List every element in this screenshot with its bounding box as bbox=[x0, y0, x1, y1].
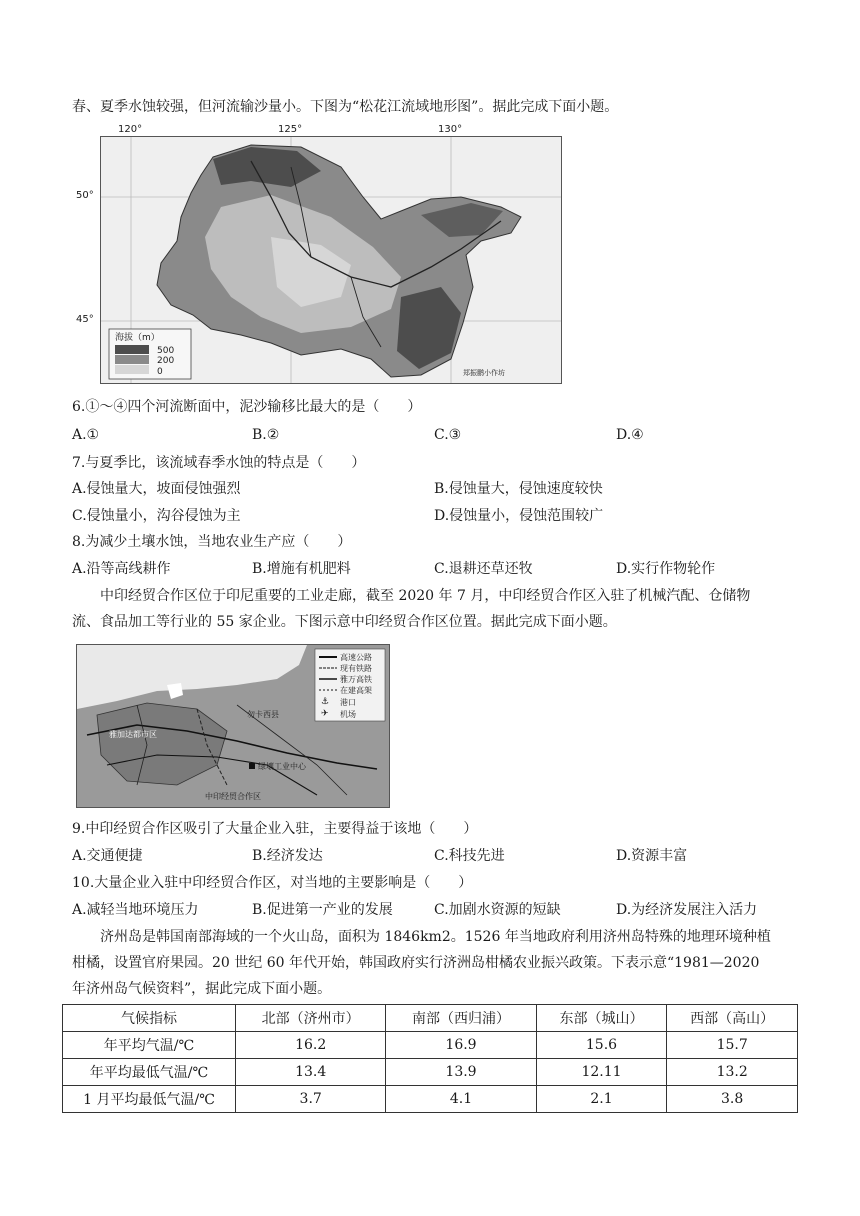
intro-text-line: 春、夏季水蚀较强，但河流输沙量小。下图为“松花江流域地形图”。据此完成下面小题。 bbox=[72, 99, 619, 115]
table-cell: 年平均最低气温/℃ bbox=[63, 1059, 236, 1086]
place-label: 勿卡西县 bbox=[247, 710, 279, 719]
answer-option[interactable]: A.沿等高线耕作 bbox=[72, 561, 171, 577]
answer-option[interactable]: C.侵蚀量小，沟谷侵蚀为主 bbox=[72, 508, 241, 524]
passage-text-line: 柑橘，设置官府果园。20 世纪 60 年代开始，韩国政府实行济洲岛柑橘农业振兴政策。下表示意“1981—2020 bbox=[72, 955, 760, 971]
table-cell: 15.6 bbox=[536, 1032, 667, 1059]
answer-option[interactable]: A.侵蚀量大，坡面侵蚀强烈 bbox=[72, 481, 241, 497]
table-row bbox=[63, 1059, 798, 1086]
industrial-zone-map bbox=[76, 644, 390, 808]
question-stem: 10.大量企业入驻中印经贸合作区，对当地的主要影响是（ ） bbox=[72, 875, 473, 891]
table-cell: 13.4 bbox=[236, 1059, 386, 1086]
legend-value: 200 bbox=[157, 356, 175, 366]
answer-option[interactable]: A.减轻当地环境压力 bbox=[72, 902, 199, 918]
anchor-icon: ⚓ bbox=[321, 697, 330, 707]
table-cell: 3.7 bbox=[236, 1086, 386, 1113]
passage-text-line: 年济州岛气候资料”，据此完成下面小题。 bbox=[72, 981, 332, 997]
answer-option[interactable]: B.侵蚀量大，侵蚀速度较快 bbox=[434, 481, 603, 497]
table-cell: 12.11 bbox=[536, 1059, 667, 1086]
table-header: 西部（高山） bbox=[667, 1005, 798, 1032]
place-label: 雅加达都市区 bbox=[109, 730, 157, 739]
question-stem: 9.中印经贸合作区吸引了大量企业入驻，主要得益于该地（ ） bbox=[72, 821, 478, 837]
lon-label: 125° bbox=[278, 124, 303, 135]
answer-option[interactable]: A.① bbox=[72, 427, 100, 443]
map-legend-item: 在建高架 bbox=[340, 686, 372, 695]
table-cell: 4.1 bbox=[386, 1086, 536, 1113]
table-cell: 年平均气温/℃ bbox=[63, 1032, 236, 1059]
table-row bbox=[63, 1032, 798, 1059]
songhua-terrain-map bbox=[100, 136, 562, 384]
table-header: 北部（济州市） bbox=[236, 1005, 386, 1032]
table-row bbox=[63, 1086, 798, 1113]
lon-label: 120° bbox=[118, 124, 143, 135]
table-cell: 16.9 bbox=[386, 1032, 536, 1059]
table-header: 南部（西归浦） bbox=[386, 1005, 536, 1032]
answer-option[interactable]: D.侵蚀量小，侵蚀范围较广 bbox=[434, 508, 604, 524]
legend-title: 海拔（m） bbox=[115, 333, 160, 343]
answer-option[interactable]: D.资源丰富 bbox=[616, 848, 688, 864]
answer-option[interactable]: D.④ bbox=[616, 427, 644, 443]
table-cell: 15.7 bbox=[667, 1032, 798, 1059]
table-cell: 2.1 bbox=[536, 1086, 667, 1113]
answer-option[interactable]: C.退耕还草还牧 bbox=[434, 561, 533, 577]
map-legend-item: 机场 bbox=[340, 710, 356, 719]
lat-label: 45° bbox=[76, 314, 94, 325]
map-credit: 郑振鹏小作坊 bbox=[463, 369, 505, 377]
question-stem: 8.为减少土壤水蚀，当地农业生产应（ ） bbox=[72, 534, 352, 550]
passage-text-line: 中印经贸合作区位于印尼重要的工业走廊，截至 2020 年 7 月，中印经贸合作区入驻了机械汽配、仓储物 bbox=[100, 588, 751, 604]
answer-option[interactable]: C.③ bbox=[434, 427, 462, 443]
map-legend-item: 现有铁路 bbox=[340, 664, 372, 673]
answer-option[interactable]: B.② bbox=[252, 427, 280, 443]
legend-value: 500 bbox=[157, 346, 175, 356]
passage-text-line: 济州岛是韩国南部海域的一个火山岛，面积为 1846km2。1526 年当地政府利用济州岛特殊的地理环境种植 bbox=[100, 929, 771, 945]
answer-option[interactable]: B.增施有机肥料 bbox=[252, 561, 351, 577]
map-legend-item: 港口 bbox=[340, 698, 356, 707]
table-cell: 13.2 bbox=[667, 1059, 798, 1086]
question-stem: 6.①～④四个河流断面中，泥沙输移比最大的是（ ） bbox=[72, 399, 422, 415]
answer-option[interactable]: A.交通便捷 bbox=[72, 848, 143, 864]
map-legend-item: 雅万高铁 bbox=[340, 675, 372, 684]
answer-option[interactable]: C.加剧水资源的短缺 bbox=[434, 902, 561, 918]
answer-option[interactable]: B.促进第一产业的发展 bbox=[252, 902, 393, 918]
table-cell: 1 月平均最低气温/℃ bbox=[63, 1086, 236, 1113]
answer-option[interactable]: D.实行作物轮作 bbox=[616, 561, 716, 577]
passage-text-line: 流、食品加工等行业的 55 家企业。下图示意中印经贸合作区位置。据此完成下面小题。 bbox=[72, 614, 617, 630]
legend-value: 0 bbox=[157, 367, 163, 377]
table-cell: 16.2 bbox=[236, 1032, 386, 1059]
airplane-icon: ✈ bbox=[321, 709, 329, 719]
place-label: 绿壤工业中心 bbox=[258, 762, 306, 771]
map-legend-item: 高速公路 bbox=[340, 653, 372, 662]
answer-option[interactable]: B.经济发达 bbox=[252, 848, 323, 864]
lat-label: 50° bbox=[76, 190, 94, 201]
lon-label: 130° bbox=[438, 124, 463, 135]
table-cell: 13.9 bbox=[386, 1059, 536, 1086]
table-header-row bbox=[63, 1005, 798, 1032]
answer-option[interactable]: D.为经济发展注入活力 bbox=[616, 902, 758, 918]
answer-option[interactable]: C.科技先进 bbox=[434, 848, 505, 864]
question-stem: 7.与夏季比，该流域春季水蚀的特点是（ ） bbox=[72, 455, 366, 471]
table-header: 东部（城山） bbox=[536, 1005, 667, 1032]
climate-table bbox=[62, 1004, 798, 1113]
table-cell: 3.8 bbox=[667, 1086, 798, 1113]
table-header: 气候指标 bbox=[63, 1005, 236, 1032]
place-label: 中印经贸合作区 bbox=[205, 792, 261, 801]
